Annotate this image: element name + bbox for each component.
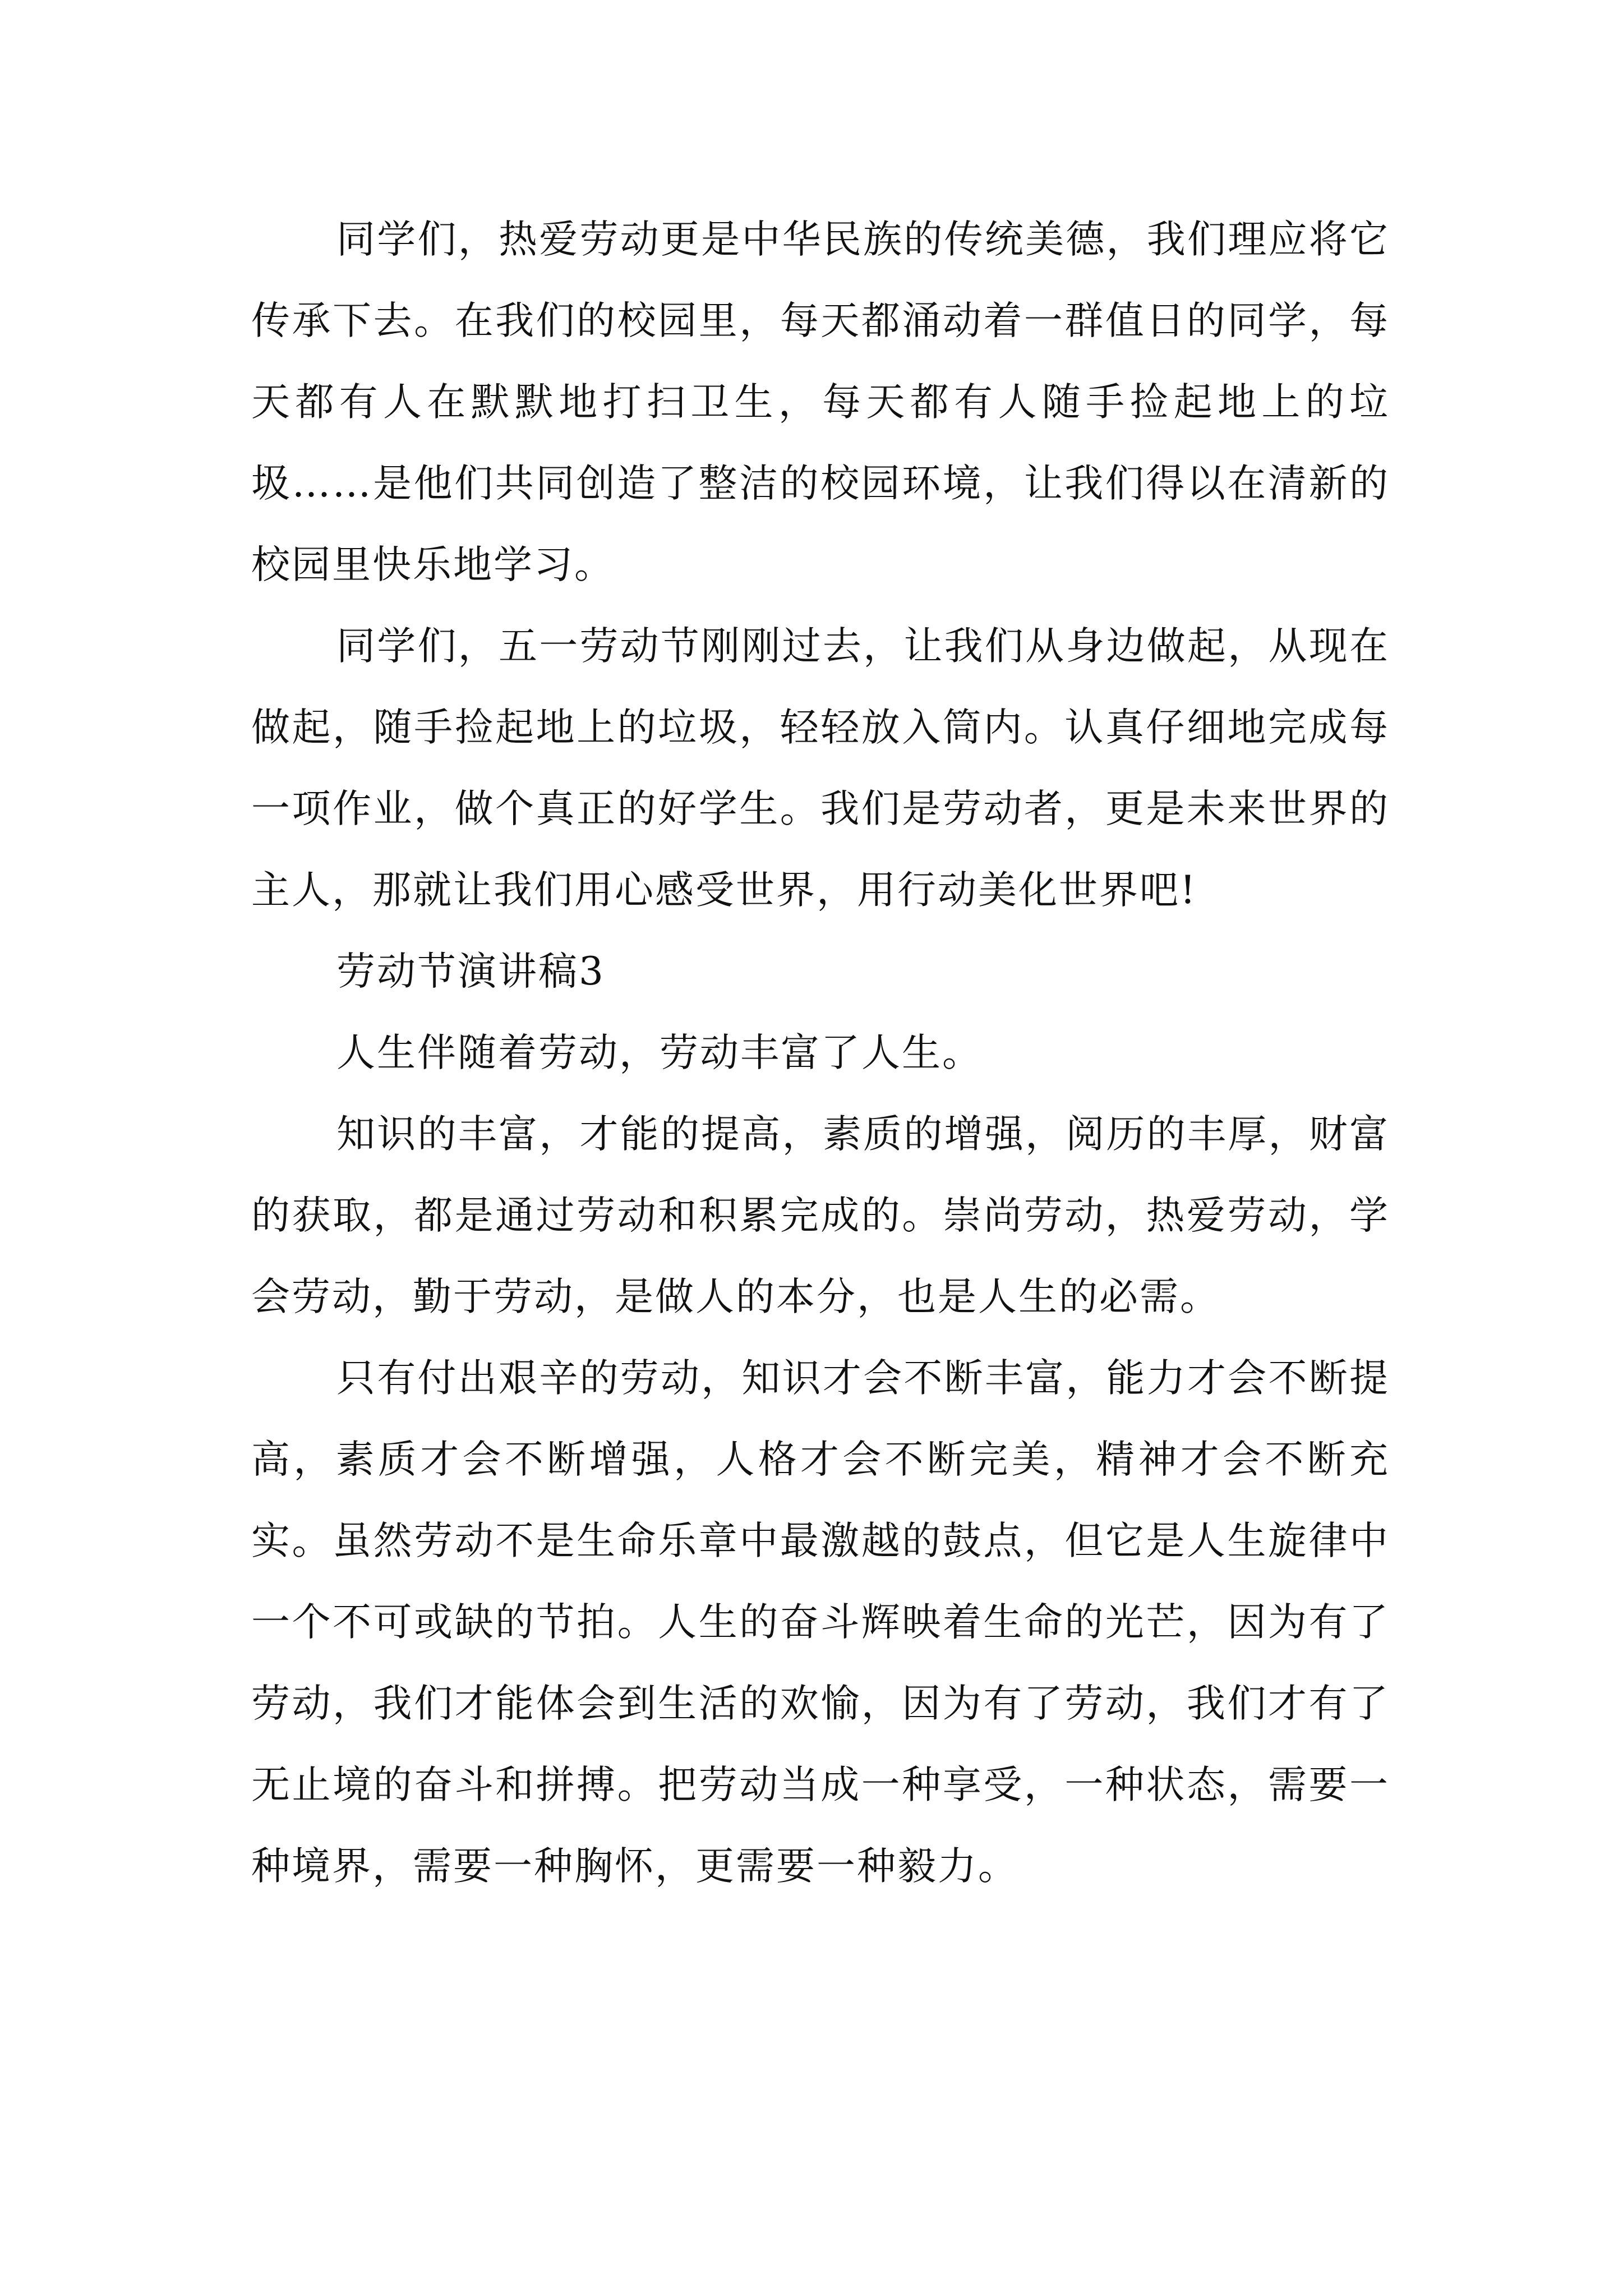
paragraph: 人生伴随着劳动，劳动丰富了人生。 xyxy=(336,1030,983,1075)
paragraph: 同学们，五一劳动节刚刚过去，让我们从身边做起，从现在做起，随手捡起地上的垃圾，轻轻放入筒内。认真仔细地完成每一项作业，做个真正的好学生。我们是劳动者，更是未来世界的主人，那就让我们用心感受世界，用行动美化世界吧! xyxy=(251,624,1390,913)
paragraph: 知识的丰富，才能的提高，素质的增强，阅历的丰厚，财富的获取，都是通过劳动和积累完成的。崇尚劳动，热爱劳动，学会劳动，勤于劳动，是做人的本分，也是人生的必需。 xyxy=(251,1112,1390,1319)
section-heading: 劳动节演讲稿3 xyxy=(336,949,605,994)
document-body xyxy=(251,199,1390,1907)
paragraph: 同学们，热爱劳动更是中华民族的传统美德，我们理应将它传承下去。在我们的校园里，每天都涌动着一群值日的同学，每天都有人在默默地打扫卫生，每天都有人随手捡起地上的垃圾……是他们共同创造了整洁的校园环境，让我们得以在清新的校园里快乐地学习。 xyxy=(251,217,1390,587)
paragraph: 只有付出艰辛的劳动，知识才会不断丰富，能力才会不断提高，素质才会不断增强，人格才会不断完美，精神才会不断充实。虽然劳动不是生命乐章中最激越的鼓点，但它是人生旋律中一个不可或缺的节拍。人生的奋斗辉映着生命的光芒，因为有了劳动，我们才能体会到生活的欢愉，因为有了劳动，我们才有了无止境的奋斗和拼搏。把劳动当成一种享受，一种状态，需要一种境界，需要一种胸怀，更需要一种毅力。 xyxy=(251,1356,1390,1889)
